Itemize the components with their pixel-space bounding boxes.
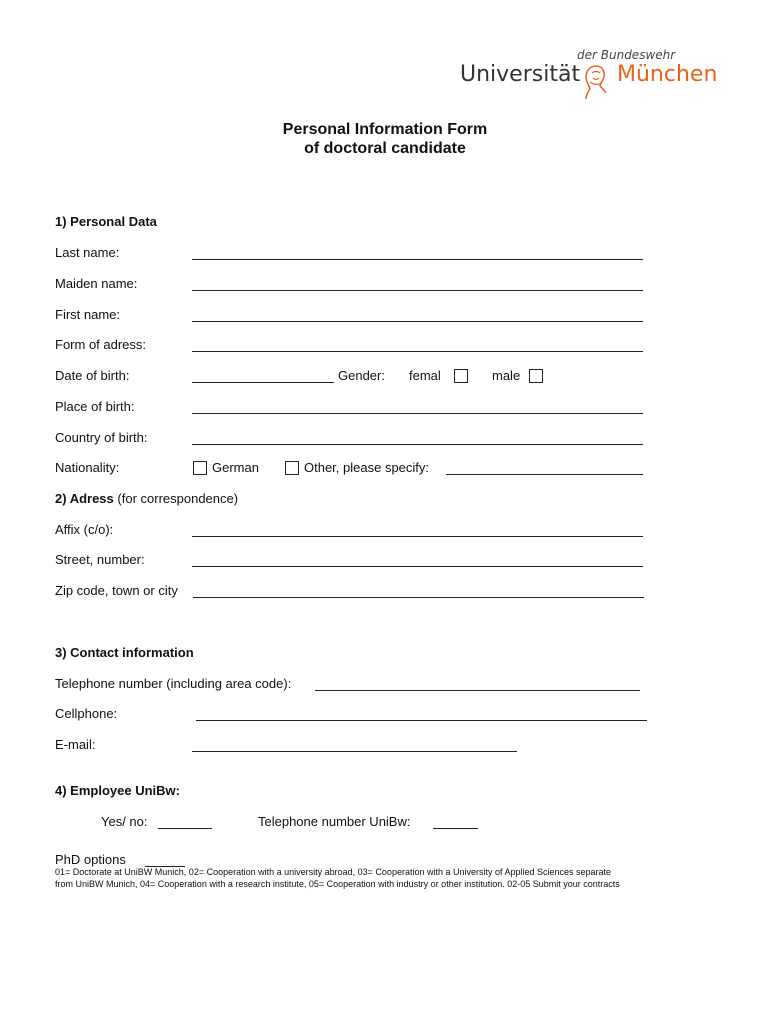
email-label: E-mail: — [55, 737, 96, 752]
yes-no-label: Yes/ no: — [101, 814, 148, 829]
logo-head-icon — [580, 62, 612, 102]
date-of-birth-label: Date of birth: — [55, 368, 130, 383]
affix-field[interactable] — [192, 536, 643, 537]
cellphone-field[interactable] — [196, 720, 647, 721]
form-of-address-field[interactable] — [192, 351, 643, 352]
form-of-address-label: Form of adress: — [55, 337, 147, 352]
first-name-field[interactable] — [192, 321, 643, 322]
zip-field[interactable] — [193, 597, 644, 598]
nationality-label: Nationality: — [55, 460, 120, 475]
phd-options-note-line2: from UniBW Munich, 04= Cooperation with a research institute, 05= Cooperation with industry or other institution. 02-05 Submit your contracts — [55, 879, 620, 889]
place-of-birth-field[interactable] — [192, 413, 643, 414]
country-of-birth-field[interactable] — [192, 444, 643, 445]
telephone-field[interactable] — [315, 690, 640, 691]
gender-male-checkbox[interactable] — [529, 369, 543, 383]
gender-female-checkbox[interactable] — [454, 369, 468, 383]
street-field[interactable] — [192, 566, 643, 567]
street-label: Street, number: — [55, 552, 145, 567]
maiden-name-label: Maiden name: — [55, 276, 138, 291]
logo-university: Universität — [460, 62, 581, 87]
section-contact-heading: 3) Contact information — [55, 645, 194, 660]
place-of-birth-label: Place of birth: — [55, 399, 135, 414]
phd-options-label: PhD options — [55, 852, 126, 867]
section-address-heading — [55, 491, 238, 506]
affix-label: Affix (c/o): — [55, 522, 114, 537]
last-name-label: Last name: — [55, 245, 120, 260]
nationality-other-label: Other, please specify: — [304, 460, 430, 475]
gender-female-label: femal — [409, 368, 441, 383]
cellphone-label: Cellphone: — [55, 706, 118, 721]
form-title: Personal Information Form — [282, 121, 488, 138]
maiden-name-field[interactable] — [192, 290, 643, 291]
form-subtitle: of doctoral candidate — [304, 140, 466, 157]
date-of-birth-field[interactable] — [192, 382, 334, 383]
zip-label: Zip code, town or city — [55, 583, 178, 598]
address-heading-note: (for correspondence) — [117, 491, 239, 506]
phd-options-note-line1: 01= Doctorate at UniBW Munich, 02= Cooperation with a university abroad, 03= Cooperation with a University of Applied Sciences separate — [55, 867, 612, 877]
nationality-other-checkbox[interactable] — [285, 461, 299, 475]
telephone-label: Telephone number (including area code): — [55, 676, 292, 691]
first-name-label: First name: — [55, 307, 121, 322]
logo-city: München — [617, 62, 718, 87]
nationality-other-field[interactable] — [446, 474, 643, 475]
telephone-unibw-label: Telephone number UniBw: — [258, 814, 411, 829]
email-field[interactable] — [192, 751, 517, 752]
telephone-unibw-field[interactable] — [433, 828, 478, 829]
gender-label: Gender: — [338, 368, 385, 383]
last-name-field[interactable] — [192, 259, 643, 260]
country-of-birth-label: Country of birth: — [55, 430, 148, 445]
yes-no-field[interactable] — [158, 828, 212, 829]
address-heading-text: 2) Adress — [55, 491, 114, 506]
section-employee-heading: 4) Employee UniBw: — [55, 783, 180, 798]
nationality-german-label: German — [212, 460, 259, 475]
section-personal-data-heading: 1) Personal Data — [55, 214, 157, 229]
nationality-german-checkbox[interactable] — [193, 461, 207, 475]
logo-subtitle: der Bundeswehr — [577, 48, 676, 62]
gender-male-label: male — [492, 368, 521, 383]
